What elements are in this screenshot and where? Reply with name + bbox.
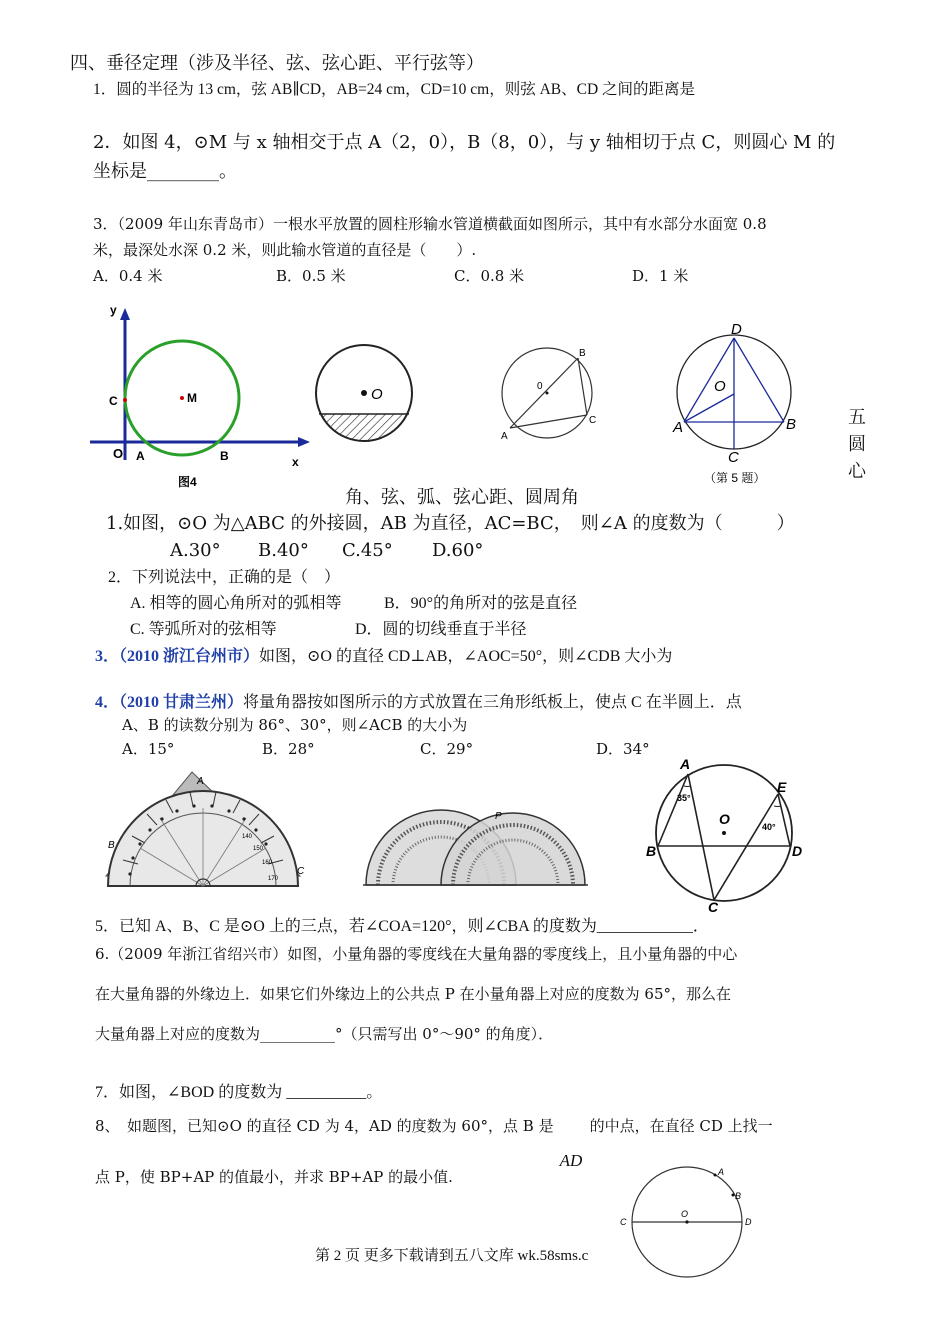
s5-q2-option-a: A. 相等的圆心角所对的弧相等 [130, 595, 342, 612]
point-a-dot [714, 1174, 717, 1177]
label-d: D [792, 843, 803, 859]
a-label: A [136, 449, 145, 463]
s5-question-2: 2．下列说法中，正确的是（ ） [108, 569, 341, 586]
segment-db [734, 338, 784, 422]
figure-4-caption: 图4 [178, 475, 197, 489]
x-axis-arrow [298, 437, 310, 447]
s5-q4-option-b: B．28° [262, 740, 315, 758]
side-char-3: 心 [848, 461, 866, 482]
section-4-heading: 四、垂径定理（涉及半径、弦、弦心距、平行弦等） [70, 53, 484, 74]
question-8-line-1b: 的中点，在直径 CD 上找一 [589, 1117, 773, 1135]
center-m-dot [180, 396, 184, 400]
b-label: B [220, 449, 229, 463]
question-2-line-2: 坐标是________。 [93, 161, 237, 182]
q3-option-d: D．1 米 [632, 267, 689, 285]
figure-5 [668, 318, 803, 488]
s5-q1-option-c: C.45° [342, 540, 393, 561]
reading-150: 150 [253, 846, 264, 852]
q3-option-c: C．0.8 米 [454, 267, 525, 285]
s5-q1-option-b: B.40° [258, 540, 309, 561]
s5-question-1: 1.如图，⊙O 为△ABC 的外接圆，AB 为直径，AC=BC， 则∠A 的度数为（ ） [106, 513, 795, 534]
label-b: B [108, 840, 115, 851]
label-b: B [579, 348, 586, 359]
question-3-line-1: 3．（2009 年山东青岛市）一根水平放置的圆柱形输水管道横截面如图所示，其中有水部分水面宽 0.8 [93, 215, 767, 233]
segment-da [684, 338, 734, 422]
label-a: A [718, 1167, 725, 1177]
chord-bc [578, 358, 587, 415]
s5-q4-text: 将量角器按如图所示的方式放置在三角形纸板上，使点 C 在半圆上．点 [243, 694, 742, 711]
question-6-line-2: 在大量角器的外缘边上．如果它们外缘边上的公共点 P 在小量角器上对应的度数为 65°，那么在 [95, 985, 731, 1003]
reading-160: 160 [262, 860, 273, 866]
page-footer: 第 2 页 更多下载请到五八文库 wk.58sms.c [315, 1248, 589, 1264]
side-char-1: 五 [848, 407, 866, 428]
label-o: O [719, 811, 730, 827]
label-a: A [673, 419, 684, 436]
label-c: C [620, 1217, 627, 1227]
label-d: D [745, 1217, 752, 1227]
q3-option-a: A．0.4 米 [93, 267, 163, 285]
protractor-triangle-figure [100, 768, 310, 893]
segment-ab [658, 774, 688, 846]
pipe-figure [313, 342, 415, 444]
label-c: C [728, 449, 739, 466]
s5-q4-number: 4．（2010 甘肃兰州） [95, 694, 244, 711]
question-6-line-3: 大量角器上对应的度数为__________°（只需写出 0°～90° 的角度）． [95, 1025, 554, 1043]
angle-a-arc [684, 786, 691, 787]
pipe-center-label: O [371, 386, 383, 403]
label-c: C [297, 866, 305, 877]
center-dot [546, 392, 549, 395]
center-label: 0 [537, 381, 543, 392]
s5-q2-option-d: D．圆的切线垂直于半径 [355, 621, 527, 638]
s5-q2-option-c: C. 等弧所对的弦相等 [130, 621, 277, 638]
o-label: O [113, 446, 124, 461]
label-c: C [589, 415, 597, 426]
y-label: y [110, 303, 117, 317]
question-7: 7．如图，∠BOD 的度数为 __________。 [95, 1084, 383, 1101]
reading-140: 140 [242, 834, 253, 840]
s5-q4-option-a: A．15° [122, 740, 175, 758]
s5-q1-option-a: A.30° [170, 540, 221, 561]
label-a: A [680, 756, 691, 772]
label-o: O [681, 1209, 689, 1219]
reading-170: 170 [268, 876, 279, 882]
question-8-line-2: 点 P，使 BP+AP 的值最小，并求 BP+AP 的最小值. [95, 1168, 453, 1186]
segment-oa [684, 394, 734, 422]
label-o: O [714, 378, 726, 395]
inscribed-angles-figure [642, 758, 812, 913]
s5-q1-option-d: D.60° [432, 540, 484, 561]
pipe-center-dot [361, 390, 367, 396]
label-b: B [786, 416, 797, 433]
s5-q2-option-b: B．90°的角所对的弦是直径 [384, 595, 578, 612]
question-3-line-2: 米，最深处水深 0.2 米，则此输水管道的直径是（ ）. [93, 241, 477, 259]
figure-5-caption: （第 5 题） [704, 471, 766, 485]
s5-q4-option-c: C．29° [420, 740, 474, 758]
section-5-heading: 角、弦、弧、弦心距、圆周角 [345, 487, 579, 508]
s5-q3-number: 3．（2010 浙江台州市） [95, 648, 260, 665]
angle-35-label: 35° [677, 793, 691, 803]
s5-q3-text: 如图，⊙O 的直径 CD⊥AB，∠AOC=50°，则∠CDB 大小为 [259, 648, 673, 665]
label-d: D [731, 321, 742, 338]
label-b: B [735, 1191, 742, 1201]
c-label: C [109, 394, 118, 408]
question-2-line-1: 2．如图 4，⊙M 与 x 轴相交于点 A（2，0），B（8，0），与 y 轴相切于点 C，则圆心 M 的 [93, 132, 836, 153]
question-5: 5．已知 A、B、C 是⊙O 上的三点，若∠COA=120°，则∠CBA 的度数为____________． [95, 918, 709, 935]
segment-ac [688, 774, 714, 900]
label-a: A [501, 431, 508, 442]
angle-e-arc [774, 806, 781, 807]
question-1: 1．圆的半径为 13 cm，弦 AB∥CD，AB=24 cm，CD=10 cm，则弦 AB、CD 之间的距离是 [93, 81, 696, 98]
x-label: x [292, 455, 299, 469]
s5-q4-line-2: A、B 的读数分别为 86°、30°，则∠ACB 的大小为 [122, 716, 468, 734]
label-c: C [708, 899, 719, 915]
arc-ad-text: AD [559, 1151, 583, 1170]
double-protractor-figure [363, 805, 588, 890]
question-8-line-1: 8、 如题图，已知⊙O 的直径 CD 为 4，AD 的度数为 60°，点 B 是 [95, 1117, 554, 1135]
y-axis-arrow [120, 308, 130, 320]
label-e: E [777, 779, 787, 795]
figure-4 [80, 300, 320, 495]
s5-q4-option-d: D．34° [596, 740, 650, 758]
point-c-dot [123, 398, 127, 402]
m-label: M [187, 391, 197, 405]
question-6-line-1: 6.（2009 年浙江省绍兴市）如图，小量角器的零度线在大量角器的零度线上，且小量角器的中心 [95, 945, 738, 963]
label-b: B [646, 843, 657, 859]
angle-40-label: 40° [762, 822, 776, 832]
label-a: A [197, 776, 204, 787]
question-8-figure [614, 1163, 764, 1283]
q3-option-b: B．0.5 米 [276, 267, 346, 285]
chord-ab [510, 358, 578, 428]
triangle-in-circle-figure [497, 345, 602, 445]
water-region [313, 414, 415, 454]
point-p-label: P [495, 811, 502, 822]
center-dot [685, 1220, 688, 1223]
side-char-2: 圆 [848, 434, 866, 455]
center-dot [722, 831, 726, 835]
